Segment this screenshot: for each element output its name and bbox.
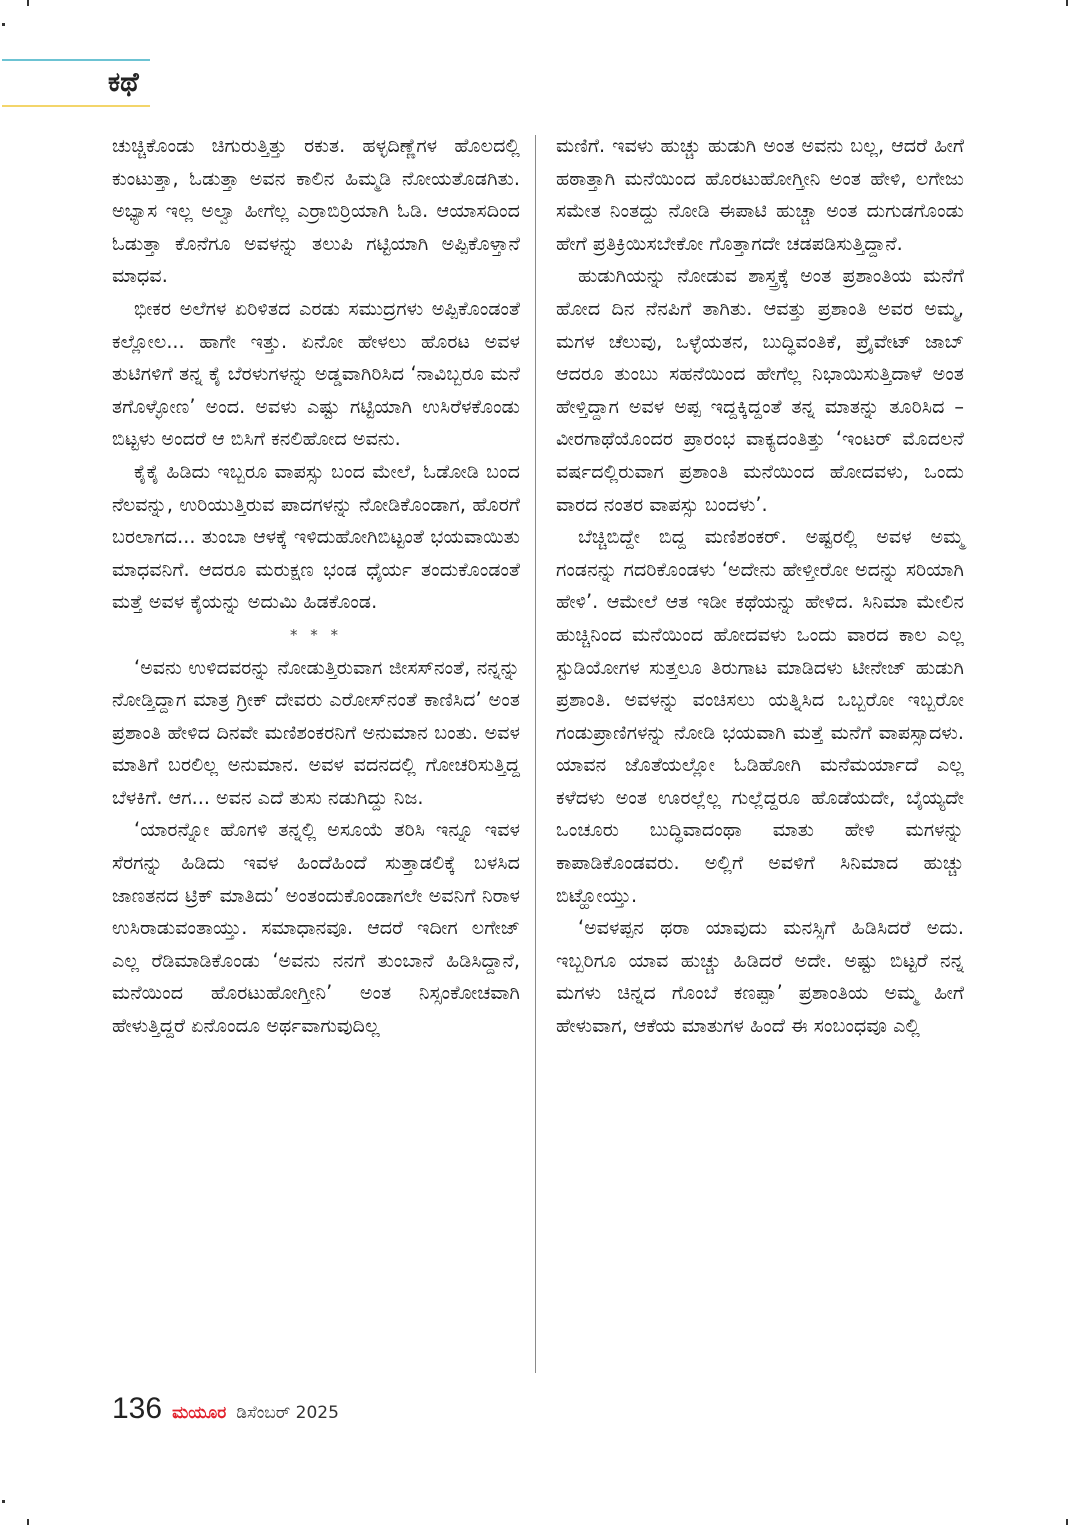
text-column-right — [556, 130, 964, 1043]
issue-date: ಡಿಸೆಂಬರ್ 2025 — [236, 1403, 339, 1423]
header-rule-bottom — [2, 105, 150, 107]
page-footer — [112, 1392, 339, 1426]
paragraph: ಕೈಕೈ ಹಿಡಿದು ಇಬ್ಬರೂ ವಾಪಸ್ಸು ಬಂದ ಮೇಲೆ, ಓಡೋಡಿ ಬಂದ ನೆಲವನ್ನು, ಉರಿಯುತ್ತಿರುವ ಪಾದಗಳನ್ನು ನೋಡಿಕೊಂಡಾಗ, ಹೊರಗೆ ಬರಲಾಗದ... ತುಂಬಾ ಆಳಕ್ಕೆ ಇಳಿದುಹೋಗಿಬಿಟ್ಟಂತೆ ಭಯವಾಯಿತು ಮಾಧವನಿಗೆ. ಆದರೂ ಮರುಕ್ಷಣ ಭಂಡ ಧೈರ್ಯ ತಂದುಕೊಂಡಂತೆ ಮತ್ತೆ ಅವಳ ಕೈಯನ್ನು ಅದುಮಿ ಹಿಡಕೊಂಡ. — [112, 459, 520, 614]
paragraph: ಮಣಿಗೆ. ಇವಳು ಹುಚ್ಚು ಹುಡುಗಿ ಅಂತ ಅವನು ಬಲ್ಲ, ಆದರೆ ಹೀಗೆ ಹಠಾತ್ತಾಗಿ ಮನೆಯಿಂದ ಹೊರಟುಹೋಗ್ತೀನಿ ಅಂತ ಹೇಳಿ, ಲಗೇಜು ಸಮೇತ ನಿಂತದ್ದು ನೋಡಿ ಈಪಾಟಿ ಹುಚ್ಚಾ ಅಂತ ದುಗುಡಗೊಂಡು ಹೇಗೆ ಪ್ರತಿಕ್ರಿಯಿಸಬೇಕೋ ಗೊತ್ತಾಗದೇ ಚಡಪಡಿಸುತ್ತಿದ್ದಾನೆ. — [556, 134, 964, 255]
paragraph: ಬೆಚ್ಚಿಬಿದ್ದೇ ಬಿದ್ದ ಮಣಿಶಂಕರ್. ಅಷ್ಟರಲ್ಲಿ ಅವಳ ಅಮ್ಮ ಗಂಡನನ್ನು ಗದರಿಕೊಂಡಳು ‘ಅದೇನು ಹೇಳ್ತೀರೋ ಅದನ್ನು ಸರಿಯಾಗಿ ಹೇಳಿ’. ಆಮೇಲೆ ಆತ ಇಡೀ ಕಥೆಯನ್ನು ಹೇಳಿದ. ಸಿನಿಮಾ ಮೇಲಿನ ಹುಚ್ಚಿನಿಂದ ಮನೆಯಿಂದ ಹೋದವಳು ಒಂದು ವಾರದ ಕಾಲ ಎಲ್ಲ ಸ್ಟುಡಿಯೋಗಳ ಸುತ್ತಲೂ ತಿರುಗಾಟ ಮಾಡಿದಳು ಟೀನೇಜ್ ಹುಡುಗಿ ಪ್ರಶಾಂತಿ. ಅವಳನ್ನು ವಂಚಿಸಲು ಯತ್ನಿಸಿದ ಒಬ್ಬರೋ ಇಬ್ಬರೋ ಗಂಡುಪ್ರಾಣಿಗಳನ್ನು ನೋಡಿ ಭಯವಾಗಿ ಮತ್ತೆ ಮನೆಗೆ ವಾಪಸ್ಸಾದಳು. ಯಾವನ ಜೊತೆಯಲ್ಲೋ ಓಡಿಹೋಗಿ ಮನೆಮರ್ಯಾದೆ ಎಲ್ಲ ಕಳೆದಳು ಅಂತ ಊರಲ್ಲೆಲ್ಲ ಗುಲ್ಲೆದ್ದರೂ ಹೊಡೆಯದೇ, ಬೈಯ್ಯದೇ ಒಂಚೂರು ಬುದ್ಧಿವಾದಂಥಾ ಮಾತು ಹೇಳಿ ಮಗಳನ್ನು ಕಾಪಾಡಿಕೊಂಡವರು. ಅಲ್ಲಿಗೆ ಅವಳಿಗೆ ಸಿನಿಮಾದ ಹುಚ್ಚು ಬಿಟ್ಹೋಯ್ತು. — [556, 525, 964, 907]
crop-mark — [1066, 0, 1068, 6]
crop-mark — [2, 23, 5, 26]
crop-mark — [27, 0, 29, 6]
paragraph: ‘ಯಾರನ್ನೋ ಹೊಗಳಿ ತನ್ನಲ್ಲಿ ಅಸೂಯೆ ತರಿಸಿ ಇನ್ನೂ ಇವಳ ಸೆರಗನ್ನು ಹಿಡಿದು ಇವಳ ಹಿಂದೆಹಿಂದೆ ಸುತ್ತಾಡಲಿಕ್ಕೆ ಬಳಸಿದ ಜಾಣತನದ ಟ್ರಿಕ್ ಮಾತಿದು’ ಅಂತಂದುಕೊಂಡಾಗಲೇ ಅವನಿಗೆ ನಿರಾಳ ಉಸಿರಾಡುವಂತಾಯ್ತು. ಸಮಾಧಾನವೂ. ಆದರೆ ಇದೀಗ ಲಗೇಜ್ ಎಲ್ಲ ರೆಡಿಮಾಡಿಕೊಂಡು ‘ಅವನು ನನಗೆ ತುಂಬಾನೆ ಹಿಡಿಸಿದ್ದಾನೆ, ಮನೆಯಿಂದ ಹೊರಟುಹೋಗ್ತೀನಿ’ ಅಂತ ನಿಸ್ಸಂಕೋಚವಾಗಿ ಹೇಳುತ್ತಿದ್ದರೆ ಏನೊಂದೂ ಅರ್ಥವಾಗುವುದಿಲ್ಲ — [112, 818, 520, 1038]
text-column-left — [112, 130, 520, 1043]
column-divider — [535, 135, 536, 1373]
paragraph: ಚುಚ್ಚಿಕೊಂಡು ಚಿಗುರುತ್ತಿತ್ತು ರಕುತ. ಹಳ್ಳದಿಣ್ಣೆಗಳ ಹೊಲದಲ್ಲಿ ಕುಂಟುತ್ತಾ, ಓಡುತ್ತಾ ಅವನ ಕಾಲಿನ ಹಿಮ್ಮಡಿ ನೋಯತೊಡಗಿತು. ಅಭ್ಯಾಸ ಇಲ್ಲ ಅಲ್ವಾ ಹೀಗೆಲ್ಲ ಎರ್ರಾಬಿರ್ರಿಯಾಗಿ ಓಡಿ. ಆಯಾಸದಿಂದ ಓಡುತ್ತಾ ಕೊನೆಗೂ ಅವಳನ್ನು ತಲುಪಿ ಗಟ್ಟಿಯಾಗಿ ಅಪ್ಪಿಕೊಳ್ತಾನೆ ಮಾಧವ. — [112, 134, 520, 288]
section-title: ಕಥೆ — [108, 67, 139, 98]
paragraph: ಹುಡುಗಿಯನ್ನು ನೋಡುವ ಶಾಸ್ತ್ರಕ್ಕೆ ಅಂತ ಪ್ರಶಾಂತಿಯ ಮನೆಗೆ ಹೋದ ದಿನ ನೆನಪಿಗೆ ತಾಗಿತು. ಆವತ್ತು ಪ್ರಶಾಂತಿ ಅವರ ಅಮ್ಮ, ಮಗಳ ಚೆಲುವು, ಒಳ್ಳೆಯತನ, ಬುದ್ಧಿವಂತಿಕೆ, ಪ್ರೈವೇಟ್ ಜಾಬ್ ಆದರೂ ತುಂಬು ಸಹನೆಯಿಂದ ಹೇಗೆಲ್ಲ ನಿಭಾಯಿಸುತ್ತಿದಾಳೆ ಅಂತ ಹೇಳ್ತಿದ್ದಾಗ ಅವಳ ಅಪ್ಪ ಇದ್ದಕ್ಕಿದ್ದಂತೆ ತನ್ನ ಮಾತನ್ನು ತೂರಿಸಿದ – ವೀರಗಾಥೆಯೊಂದರ ಪ್ರಾರಂಭ ವಾಕ್ಯದಂತಿತ್ತು ‘ಇಂಟರ್ ಮೊದಲನೆ ವರ್ಷದಲ್ಲಿರುವಾಗ ಪ್ರಶಾಂತಿ ಮನೆಯಿಂದ ಹೋದವಳು, ಒಂದು ವಾರದ ನಂತರ ವಾಪಸ್ಸು ಬಂದಳು’. — [556, 264, 964, 516]
section-separator: * * * — [289, 625, 343, 644]
crop-mark — [1066, 1519, 1068, 1525]
crop-mark — [2, 1500, 5, 1503]
header-rule-top — [2, 59, 150, 61]
crop-mark — [27, 1519, 29, 1525]
page-number: 136 — [112, 1392, 163, 1425]
magazine-logo: ಮಯೂರ — [172, 1403, 227, 1423]
paragraph: ‘ಅವನು ಉಳಿದವರನ್ನು ನೋಡುತ್ತಿರುವಾಗ ಜೀಸಸ್‌ನಂತೆ, ನನ್ನನ್ನು ನೋಡ್ತಿದ್ದಾಗ ಮಾತ್ರ ಗ್ರೀಕ್ ದೇವರು ಎರೋಸ್‌ನಂತೆ ಕಾಣಿಸಿದ’ ಅಂತ ಪ್ರಶಾಂತಿ ಹೇಳಿದ ದಿನವೇ ಮಣಿಶಂಕರನಿಗೆ ಅನುಮಾನ ಬಂತು. ಅವಳ ಮಾತಿಗೆ ಬರಲಿಲ್ಲ ಅನುಮಾನ. ಅವಳ ವದನದಲ್ಲಿ ಗೋಚರಿಸುತ್ತಿದ್ದ ಬೆಳಕಿಗೆ. ಆಗ... ಅವನ ಎದೆ ತುಸು ನಡುಗಿದ್ದು ನಿಜ. — [112, 655, 520, 809]
paragraph: ಭೀಕರ ಅಲೆಗಳ ಏರಿಳಿತದ ಎರಡು ಸಮುದ್ರಗಳು ಅಪ್ಪಿಕೊಂಡಂತೆ ಕಲ್ಲೋಲ... ಹಾಗೇ ಇತ್ತು. ಏನೋ ಹೇಳಲು ಹೊರಟ ಅವಳ ತುಟಿಗಳಿಗೆ ತನ್ನ ಕೈ ಬೆರಳುಗಳನ್ನು ಅಡ್ಡವಾಗಿರಿಸಿದ ‘ನಾವಿಬ್ಬರೂ ಮನೆ ತಗೊಳ್ಳೋಣ’ ಅಂದ. ಅವಳು ಎಷ್ಟು ಗಟ್ಟಿಯಾಗಿ ಉಸಿರೆಳಕೊಂಡು ಬಿಟ್ಟಳು ಅಂದರೆ ಆ ಬಿಸಿಗೆ ಕನಲಿಹೋದ ಅವನು. — [112, 296, 520, 451]
paragraph: ‘ಅವಳಪ್ಪನ ಥರಾ ಯಾವುದು ಮನಸ್ಸಿಗೆ ಹಿಡಿಸಿದರೆ ಅದು. ಇಬ್ಬರಿಗೂ ಯಾವ ಹುಚ್ಚು ಹಿಡಿದರೆ ಅದೇ. ಅಷ್ಟು ಬಿಟ್ಟರೆ ನನ್ನ ಮಗಳು ಚಿನ್ನದ ಗೊಂಬೆ ಕಣಪ್ಪಾ’ ಪ್ರಶಾಂತಿಯ ಅಮ್ಮ ಹೀಗೆ ಹೇಳುವಾಗ, ಆಕೆಯ ಮಾತುಗಳ ಹಿಂದೆ ಈ ಸಂಬಂಧವೂ ಎಲ್ಲಿ — [556, 916, 964, 1038]
